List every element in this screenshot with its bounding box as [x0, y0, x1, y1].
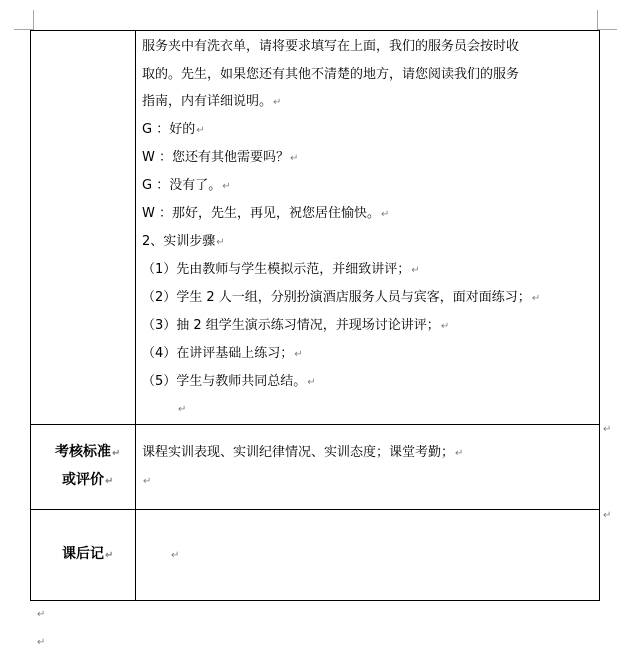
content-line: （1）先由教师与学生模拟示范，并细致讲评；↵: [142, 262, 420, 277]
content-line: W ：您还有其他需要吗？↵: [142, 150, 299, 165]
row-divider: [31, 424, 599, 425]
paragraph-mark-icon: ↵: [294, 349, 303, 360]
paragraph-mark-icon: ↵: [531, 293, 541, 304]
paragraph-mark-icon: ↵: [171, 550, 180, 561]
empty-line: [142, 473, 151, 490]
assessment-content: 课程实训表现、实训纪律情况、实训态度；课堂考勤；↵: [142, 445, 464, 460]
paragraph-mark-icon: ↵: [290, 153, 299, 164]
content-line: W ：那好，先生，再见，祝您居住愉快。↵: [142, 206, 390, 221]
paragraph-mark-icon: ↵: [178, 404, 187, 415]
content-line: 取的。先生，如果您还有其他不清楚的地方，请您阅读我们的服务: [142, 67, 520, 82]
content-line: 指南，内有详细说明。↵: [142, 94, 282, 109]
assessment-label: 考核标准↵: [55, 444, 121, 460]
paragraph-mark-icon: ↵: [273, 97, 282, 108]
content-line: （4）在讲评基础上练习；↵: [142, 346, 303, 361]
end-of-row-mark-icon: ↵: [603, 510, 612, 521]
paragraph-mark-icon: ↵: [307, 377, 316, 388]
paragraph-mark-icon: ↵: [143, 476, 152, 487]
after-class-content: [170, 547, 179, 564]
row-divider: [31, 509, 599, 510]
paragraph-mark-icon: ↵: [411, 265, 420, 276]
paragraph-mark-icon: ↵: [381, 209, 390, 220]
paragraph-mark-icon: ↵: [105, 550, 114, 561]
paragraph-mark-icon: ↵: [216, 237, 225, 248]
column-divider: [135, 31, 136, 600]
paragraph-mark-icon: ↵: [222, 181, 231, 192]
paragraph-mark-icon: ↵: [105, 476, 114, 487]
content-line: （5）学生与教师共同总结。↵: [142, 374, 316, 389]
paragraph-mark-icon: ↵: [112, 448, 121, 459]
paragraph-mark-icon: ↵: [37, 637, 46, 648]
crop-mark-right: [597, 10, 598, 30]
crop-mark-left: [33, 10, 34, 30]
end-of-row-mark-icon: ↵: [603, 424, 612, 435]
content-line: （2）学生 2 人一组，分别扮演酒店服务人员与宾客，面对面练习；↵: [142, 290, 541, 305]
paragraph-mark-icon: ↵: [455, 448, 464, 459]
after-class-label: 课后记↵: [62, 546, 114, 562]
content-line: G ：好的↵: [142, 122, 205, 137]
paragraph-mark-icon: ↵: [37, 609, 46, 620]
content-line: （3）抽 2 组学生演示练习情况，并现场讨论讲评；↵: [142, 318, 450, 333]
paragraph-mark-icon: ↵: [196, 125, 205, 136]
assessment-label: 或评价↵: [62, 472, 114, 488]
lesson-plan-table: [30, 30, 600, 601]
paragraph-mark-icon: ↵: [440, 321, 450, 332]
empty-line: [177, 401, 186, 418]
content-line: 服务夹中有洗衣单，请将要求填写在上面，我们的服务员会按时收: [142, 39, 520, 54]
content-line: 2、实训步骤↵: [142, 234, 225, 249]
crop-mark-right: [597, 29, 617, 30]
content-line: G ：没有了。↵: [142, 178, 231, 193]
